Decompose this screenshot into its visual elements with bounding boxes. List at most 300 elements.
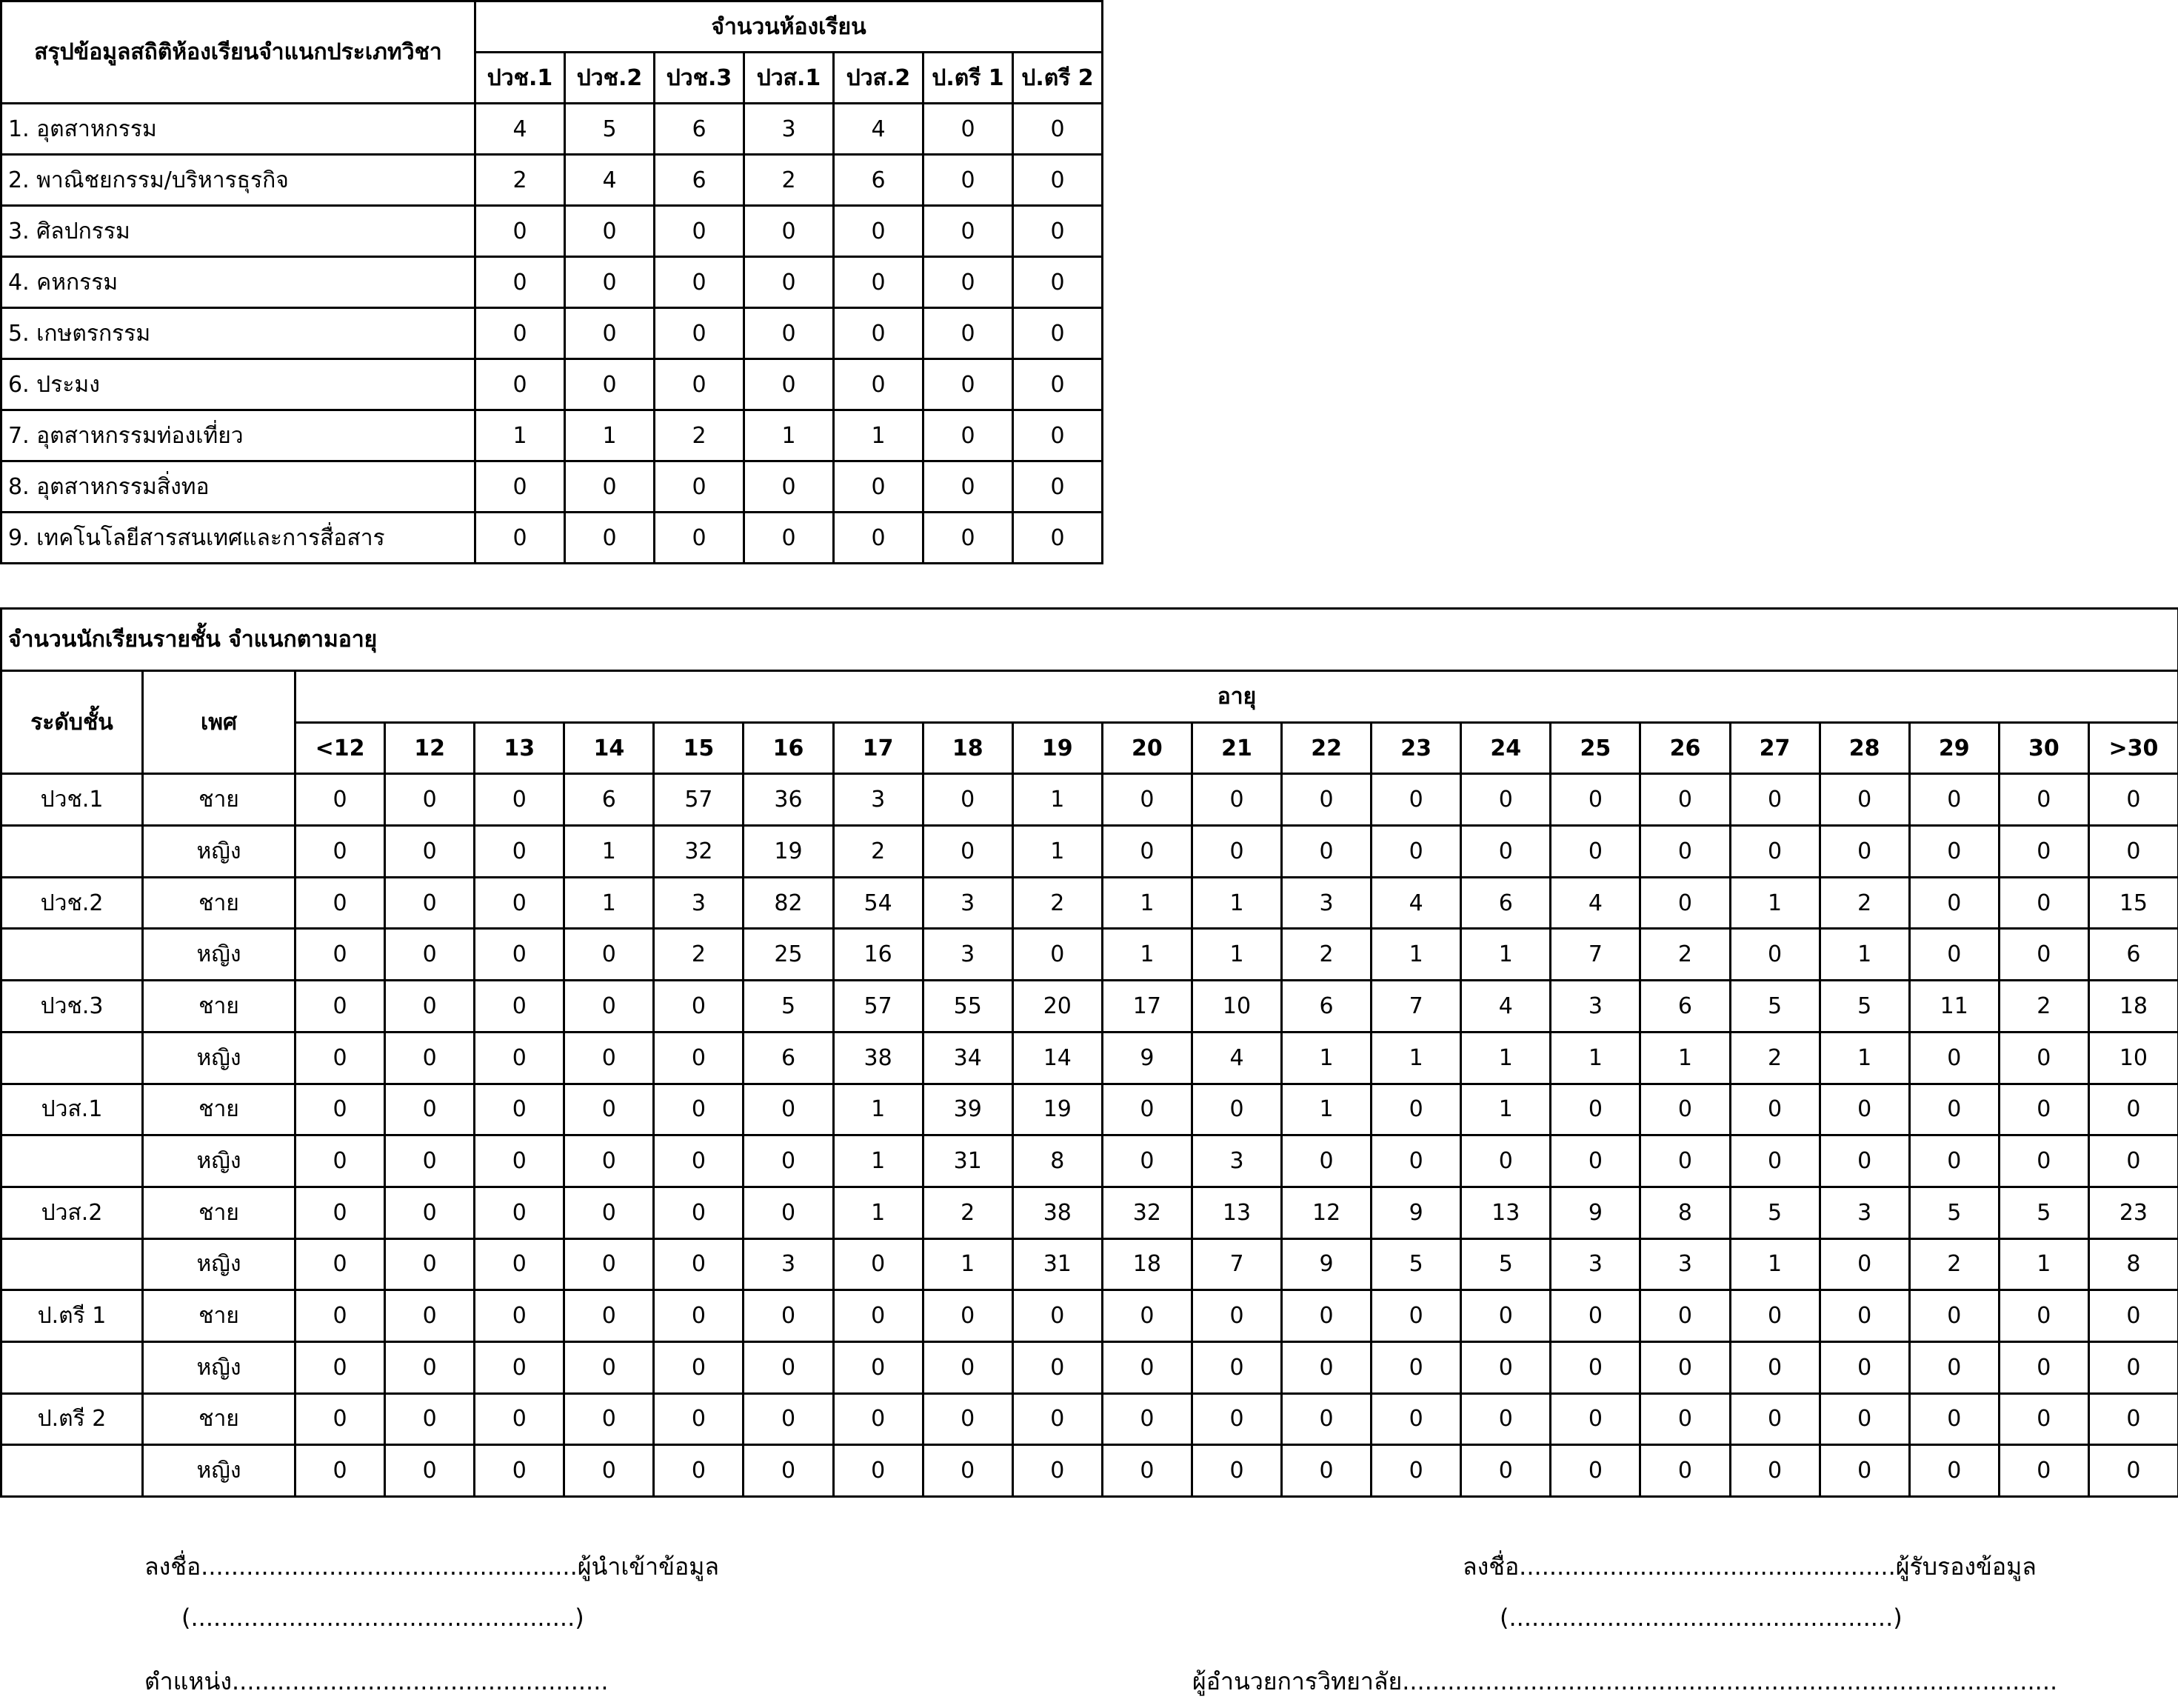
classroom-count-cell: 2 xyxy=(744,155,834,206)
student-count-cell: 5 xyxy=(1820,981,1909,1033)
student-count-cell: 9 xyxy=(1551,1187,1640,1238)
age-header: 16 xyxy=(744,722,833,774)
student-count-cell: 0 xyxy=(2088,1084,2178,1135)
table-row xyxy=(1,1032,2178,1084)
student-count-cell: 0 xyxy=(475,826,564,878)
student-count-cell: 0 xyxy=(1192,1393,1281,1445)
right-signature-line: ลงชื่อ..................................................ผู้รับรองข้อมูล xyxy=(1463,1552,2037,1581)
category-label: 6. ประมง xyxy=(1,359,475,410)
student-count-cell: 0 xyxy=(564,929,654,981)
student-count-cell: 5 xyxy=(1999,1187,2088,1238)
student-count-cell: 0 xyxy=(295,929,385,981)
age-header: 30 xyxy=(1999,722,2088,774)
level-column-header: ระดับชั้น xyxy=(1,671,143,774)
student-count-cell: 0 xyxy=(923,1341,1012,1393)
gender-cell: ชาย xyxy=(143,1393,295,1445)
classroom-count-header: จำนวนห้องเรียน xyxy=(475,1,1103,53)
student-count-cell: 7 xyxy=(1192,1238,1281,1290)
student-count-cell: 17 xyxy=(1102,981,1192,1033)
age-header: 14 xyxy=(564,722,654,774)
student-count-cell: 6 xyxy=(1640,981,1730,1033)
student-count-cell: 0 xyxy=(564,1135,654,1187)
classroom-count-cell: 0 xyxy=(1013,359,1103,410)
student-count-cell: 0 xyxy=(1461,1290,1551,1342)
student-count-cell: 0 xyxy=(295,1445,385,1497)
student-count-cell: 0 xyxy=(1730,1135,1820,1187)
student-count-cell: 0 xyxy=(654,1445,744,1497)
gender-cell: ชาย xyxy=(143,877,295,929)
classroom-count-cell: 6 xyxy=(834,155,923,206)
student-count-cell: 0 xyxy=(654,1238,744,1290)
student-count-cell: 8 xyxy=(2088,1238,2178,1290)
level-cell: ป.ตรี 2 xyxy=(1,1393,143,1445)
student-count-cell: 0 xyxy=(385,1084,475,1135)
student-count-cell: 38 xyxy=(1012,1187,1102,1238)
classroom-count-cell: 0 xyxy=(744,359,834,410)
age-table-body xyxy=(1,774,2178,1497)
student-count-cell: 36 xyxy=(744,774,833,826)
classroom-count-cell: 0 xyxy=(744,308,834,359)
student-count-cell: 0 xyxy=(295,1341,385,1393)
classroom-count-cell: 0 xyxy=(1013,155,1103,206)
level-cell: ปวส.2 xyxy=(1,1187,143,1238)
student-count-cell: 0 xyxy=(1102,1135,1192,1187)
gender-cell: หญิง xyxy=(143,1032,295,1084)
classroom-count-cell: 0 xyxy=(923,257,1013,308)
student-count-cell: 0 xyxy=(1461,774,1551,826)
classroom-count-cell: 0 xyxy=(655,206,744,257)
student-count-cell: 2 xyxy=(1730,1032,1820,1084)
student-count-cell: 6 xyxy=(2088,929,2178,981)
student-count-cell: 0 xyxy=(1999,929,2088,981)
student-count-cell: 18 xyxy=(2088,981,2178,1033)
student-count-cell: 0 xyxy=(1551,1135,1640,1187)
right-name-line: (...................................................) xyxy=(1500,1604,1903,1632)
table-row xyxy=(1,929,2178,981)
student-count-cell: 0 xyxy=(1909,1393,1999,1445)
student-count-cell: 0 xyxy=(295,826,385,878)
student-count-cell: 0 xyxy=(1640,877,1730,929)
student-count-cell: 0 xyxy=(1820,1238,1909,1290)
table-row xyxy=(1,104,1103,155)
student-count-cell: 1 xyxy=(833,1135,923,1187)
gender-cell: หญิง xyxy=(143,929,295,981)
student-count-cell: 0 xyxy=(1820,1341,1909,1393)
student-count-cell: 5 xyxy=(1909,1187,1999,1238)
student-count-cell: 2 xyxy=(1999,981,2088,1033)
student-count-cell: 0 xyxy=(475,1032,564,1084)
level-cell xyxy=(1,1135,143,1187)
student-count-cell: 0 xyxy=(744,1341,833,1393)
student-count-cell: 0 xyxy=(385,1393,475,1445)
student-count-cell: 0 xyxy=(654,1341,744,1393)
student-count-cell: 13 xyxy=(1192,1187,1281,1238)
student-count-cell: 3 xyxy=(1192,1135,1281,1187)
student-count-cell: 4 xyxy=(1372,877,1461,929)
student-count-cell: 0 xyxy=(744,1084,833,1135)
classroom-count-cell: 0 xyxy=(565,206,655,257)
student-count-cell: 0 xyxy=(1909,1032,1999,1084)
classroom-count-cell: 0 xyxy=(1013,206,1103,257)
classroom-count-cell: 0 xyxy=(1013,257,1103,308)
table-row xyxy=(1,981,2178,1033)
student-count-cell: 31 xyxy=(1012,1238,1102,1290)
student-count-cell: 0 xyxy=(744,1290,833,1342)
classroom-count-cell: 2 xyxy=(655,410,744,461)
student-count-cell: 0 xyxy=(295,1290,385,1342)
student-count-cell: 0 xyxy=(1820,1290,1909,1342)
student-count-cell: 0 xyxy=(1102,1084,1192,1135)
student-count-cell: 4 xyxy=(1192,1032,1281,1084)
student-count-cell: 0 xyxy=(1999,1290,2088,1342)
level-header: ปวส.1 xyxy=(744,53,834,104)
student-count-cell: 0 xyxy=(1461,1135,1551,1187)
student-count-cell: 13 xyxy=(1461,1187,1551,1238)
student-count-cell: 0 xyxy=(475,1187,564,1238)
student-count-cell: 0 xyxy=(1999,1084,2088,1135)
student-count-cell: 0 xyxy=(1909,929,1999,981)
classroom-count-cell: 0 xyxy=(565,359,655,410)
classroom-count-cell: 0 xyxy=(744,206,834,257)
age-header: 23 xyxy=(1372,722,1461,774)
student-count-cell: 0 xyxy=(923,1290,1012,1342)
student-count-cell: 0 xyxy=(295,1238,385,1290)
student-count-cell: 0 xyxy=(564,1084,654,1135)
student-count-cell: 82 xyxy=(744,877,833,929)
classroom-count-cell: 0 xyxy=(744,513,834,564)
student-count-cell: 0 xyxy=(1909,1290,1999,1342)
student-count-cell: 1 xyxy=(1461,929,1551,981)
classroom-count-cell: 0 xyxy=(565,461,655,513)
student-count-cell: 15 xyxy=(2088,877,2178,929)
classroom-count-cell: 0 xyxy=(475,308,565,359)
student-count-cell: 0 xyxy=(654,1032,744,1084)
student-count-cell: 0 xyxy=(1999,1032,2088,1084)
student-count-cell: 0 xyxy=(1282,1341,1372,1393)
left-signature-line: ลงชื่อ..................................................ผู้นำเข้าข้อมูล xyxy=(144,1552,719,1581)
classroom-count-cell: 0 xyxy=(475,206,565,257)
student-count-cell: 0 xyxy=(385,1445,475,1497)
student-count-cell: 0 xyxy=(2088,826,2178,878)
student-count-cell: 0 xyxy=(1102,1341,1192,1393)
classroom-count-cell: 0 xyxy=(655,359,744,410)
student-count-cell: 1 xyxy=(923,1238,1012,1290)
student-count-cell: 7 xyxy=(1551,929,1640,981)
student-count-cell: 1 xyxy=(1102,929,1192,981)
student-count-cell: 0 xyxy=(1640,774,1730,826)
student-count-cell: 0 xyxy=(1909,774,1999,826)
student-count-cell: 0 xyxy=(1551,1393,1640,1445)
student-count-cell: 0 xyxy=(475,1341,564,1393)
student-count-cell: 23 xyxy=(2088,1187,2178,1238)
level-header: ปวช.1 xyxy=(475,53,565,104)
classroom-count-cell: 0 xyxy=(744,257,834,308)
student-count-cell: 0 xyxy=(1820,1393,1909,1445)
student-count-cell: 57 xyxy=(654,774,744,826)
classroom-count-cell: 0 xyxy=(834,257,923,308)
student-count-cell: 0 xyxy=(1551,1290,1640,1342)
student-count-cell: 0 xyxy=(475,774,564,826)
level-cell: ป.ตรี 1 xyxy=(1,1290,143,1342)
student-count-cell: 34 xyxy=(923,1032,1012,1084)
classroom-count-cell: 0 xyxy=(923,308,1013,359)
right-position-line: ผู้อำนวยการวิทยาลัย....................................................................................... xyxy=(1192,1667,2058,1695)
student-count-cell: 0 xyxy=(295,1393,385,1445)
classroom-count-cell: 0 xyxy=(565,513,655,564)
student-count-cell: 0 xyxy=(1999,826,2088,878)
student-count-cell: 0 xyxy=(564,1290,654,1342)
student-count-cell: 0 xyxy=(2088,1290,2178,1342)
student-count-cell: 0 xyxy=(1909,826,1999,878)
student-count-cell: 5 xyxy=(1372,1238,1461,1290)
student-count-cell: 0 xyxy=(1372,1393,1461,1445)
gender-cell: หญิง xyxy=(143,826,295,878)
student-count-cell: 1 xyxy=(833,1084,923,1135)
student-count-cell: 0 xyxy=(1012,1290,1102,1342)
student-count-cell: 0 xyxy=(564,1393,654,1445)
classroom-count-cell: 0 xyxy=(1013,513,1103,564)
classroom-count-cell: 0 xyxy=(655,461,744,513)
student-count-cell: 0 xyxy=(1012,1341,1102,1393)
student-count-cell: 0 xyxy=(564,1445,654,1497)
gender-cell: หญิง xyxy=(143,1238,295,1290)
student-count-cell: 0 xyxy=(1909,877,1999,929)
classroom-count-cell: 0 xyxy=(923,104,1013,155)
student-count-cell: 1 xyxy=(1461,1084,1551,1135)
level-header: ปวช.2 xyxy=(565,53,655,104)
table-row xyxy=(1,461,1103,513)
student-count-cell: 31 xyxy=(923,1135,1012,1187)
level-cell xyxy=(1,826,143,878)
student-count-cell: 6 xyxy=(564,774,654,826)
student-count-cell: 0 xyxy=(1999,1393,2088,1445)
student-count-cell: 0 xyxy=(295,1032,385,1084)
student-count-cell: 0 xyxy=(1192,826,1281,878)
classroom-count-cell: 0 xyxy=(923,155,1013,206)
student-count-cell: 0 xyxy=(1640,1393,1730,1445)
student-count-cell: 3 xyxy=(1282,877,1372,929)
student-count-cell: 0 xyxy=(1012,1393,1102,1445)
student-count-cell: 0 xyxy=(2088,1393,2178,1445)
student-count-cell: 0 xyxy=(1730,929,1820,981)
age-header: 17 xyxy=(833,722,923,774)
classroom-count-cell: 1 xyxy=(565,410,655,461)
classroom-count-cell: 1 xyxy=(744,410,834,461)
student-count-cell: 0 xyxy=(1999,1341,2088,1393)
classroom-count-cell: 1 xyxy=(475,410,565,461)
student-count-cell: 0 xyxy=(833,1238,923,1290)
table-row xyxy=(1,1393,2178,1445)
age-header: 25 xyxy=(1551,722,1640,774)
student-count-cell: 16 xyxy=(833,929,923,981)
student-count-cell: 0 xyxy=(564,1238,654,1290)
student-count-cell: 0 xyxy=(385,1135,475,1187)
category-label: 9. เทคโนโลยีสารสนเทศและการสื่อสาร xyxy=(1,513,475,564)
student-count-cell: 0 xyxy=(654,1135,744,1187)
category-label: 3. ศิลปกรรม xyxy=(1,206,475,257)
student-count-cell: 6 xyxy=(1282,981,1372,1033)
student-count-cell: 1 xyxy=(1461,1032,1551,1084)
student-count-cell: 0 xyxy=(923,826,1012,878)
table-row xyxy=(1,308,1103,359)
student-count-cell: 0 xyxy=(1730,774,1820,826)
student-count-cell: 38 xyxy=(833,1032,923,1084)
student-count-cell: 8 xyxy=(1640,1187,1730,1238)
gender-cell: หญิง xyxy=(143,1445,295,1497)
student-count-cell: 0 xyxy=(1282,1135,1372,1187)
student-count-cell: 0 xyxy=(385,826,475,878)
student-count-cell: 39 xyxy=(923,1084,1012,1135)
student-count-cell: 0 xyxy=(1909,1445,1999,1497)
gender-cell: หญิง xyxy=(143,1341,295,1393)
level-cell: ปวช.3 xyxy=(1,981,143,1033)
student-count-cell: 0 xyxy=(564,1032,654,1084)
student-count-cell: 1 xyxy=(1999,1238,2088,1290)
student-count-cell: 0 xyxy=(1102,1393,1192,1445)
student-count-cell: 1 xyxy=(1551,1032,1640,1084)
age-header: 21 xyxy=(1192,722,1281,774)
student-count-cell: 1 xyxy=(1820,1032,1909,1084)
student-count-cell: 0 xyxy=(385,1238,475,1290)
student-count-cell: 0 xyxy=(475,1238,564,1290)
level-cell: ปวส.1 xyxy=(1,1084,143,1135)
student-count-cell: 57 xyxy=(833,981,923,1033)
student-count-cell: 2 xyxy=(1640,929,1730,981)
classroom-count-cell: 0 xyxy=(565,257,655,308)
student-count-cell: 0 xyxy=(1192,774,1281,826)
student-count-cell: 1 xyxy=(564,877,654,929)
student-count-cell: 6 xyxy=(1461,877,1551,929)
student-count-cell: 3 xyxy=(1640,1238,1730,1290)
student-count-cell: 25 xyxy=(744,929,833,981)
student-count-cell: 2 xyxy=(1820,877,1909,929)
student-count-cell: 3 xyxy=(654,877,744,929)
student-count-cell: 0 xyxy=(295,1135,385,1187)
student-count-cell: 1 xyxy=(1282,1032,1372,1084)
student-count-cell: 2 xyxy=(654,929,744,981)
table-row xyxy=(1,257,1103,308)
student-count-cell: 0 xyxy=(923,1445,1012,1497)
left-name-line: (...................................................) xyxy=(181,1604,584,1632)
student-count-cell: 1 xyxy=(1820,929,1909,981)
gender-cell: หญิง xyxy=(143,1135,295,1187)
student-count-cell: 0 xyxy=(744,1135,833,1187)
student-count-cell: 0 xyxy=(385,877,475,929)
age-header: 19 xyxy=(1012,722,1102,774)
age-header: 24 xyxy=(1461,722,1551,774)
student-count-cell: 0 xyxy=(1730,1445,1820,1497)
student-count-cell: 5 xyxy=(1730,1187,1820,1238)
age-header: 27 xyxy=(1730,722,1820,774)
age-table-title: จำนวนนักเรียนรายชั้น จำแนกตามอายุ xyxy=(1,609,2178,671)
age-distribution-table xyxy=(0,607,2178,1498)
student-count-cell: 0 xyxy=(1282,774,1372,826)
student-count-cell: 9 xyxy=(1372,1187,1461,1238)
student-count-cell: 5 xyxy=(1461,1238,1551,1290)
age-header: 22 xyxy=(1282,722,1372,774)
student-count-cell: 2 xyxy=(923,1187,1012,1238)
student-count-cell: 0 xyxy=(923,774,1012,826)
student-count-cell: 0 xyxy=(295,774,385,826)
student-count-cell: 0 xyxy=(1372,1135,1461,1187)
student-count-cell: 0 xyxy=(1372,1445,1461,1497)
student-count-cell: 0 xyxy=(1372,774,1461,826)
student-count-cell: 3 xyxy=(923,929,1012,981)
student-count-cell: 0 xyxy=(1372,1290,1461,1342)
student-count-cell: 0 xyxy=(385,1290,475,1342)
student-count-cell: 0 xyxy=(1730,826,1820,878)
student-count-cell: 0 xyxy=(475,981,564,1033)
table-row xyxy=(1,1445,2178,1497)
table-row xyxy=(1,1341,2178,1393)
student-count-cell: 9 xyxy=(1282,1238,1372,1290)
student-count-cell: 0 xyxy=(564,981,654,1033)
student-count-cell: 19 xyxy=(744,826,833,878)
age-header: 13 xyxy=(475,722,564,774)
level-cell xyxy=(1,1238,143,1290)
student-count-cell: 0 xyxy=(1012,929,1102,981)
table-row xyxy=(1,1238,2178,1290)
gender-column-header: เพศ xyxy=(143,671,295,774)
classroom-count-cell: 0 xyxy=(834,308,923,359)
level-cell xyxy=(1,1032,143,1084)
student-count-cell: 55 xyxy=(923,981,1012,1033)
table-row xyxy=(1,359,1103,410)
student-count-cell: 0 xyxy=(1999,1445,2088,1497)
student-count-cell: 0 xyxy=(1102,774,1192,826)
age-header: 18 xyxy=(923,722,1012,774)
student-count-cell: 0 xyxy=(1012,1445,1102,1497)
age-header: <12 xyxy=(295,722,385,774)
student-count-cell: 0 xyxy=(1551,1084,1640,1135)
classroom-count-cell: 0 xyxy=(475,513,565,564)
student-count-cell: 0 xyxy=(1640,1445,1730,1497)
category-label: 4. คหกรรม xyxy=(1,257,475,308)
student-count-cell: 0 xyxy=(1551,826,1640,878)
student-count-cell: 0 xyxy=(475,1135,564,1187)
student-count-cell: 0 xyxy=(385,929,475,981)
student-count-cell: 0 xyxy=(1192,1445,1281,1497)
category-label: 1. อุตสาหกรรม xyxy=(1,104,475,155)
student-count-cell: 32 xyxy=(654,826,744,878)
student-count-cell: 0 xyxy=(1461,826,1551,878)
table-row xyxy=(1,1187,2178,1238)
student-count-cell: 0 xyxy=(1282,1393,1372,1445)
student-count-cell: 0 xyxy=(1640,1135,1730,1187)
student-count-cell: 0 xyxy=(1372,826,1461,878)
student-count-cell: 0 xyxy=(385,774,475,826)
level-cell xyxy=(1,1445,143,1497)
student-count-cell: 6 xyxy=(744,1032,833,1084)
classroom-count-cell: 0 xyxy=(1013,461,1103,513)
student-count-cell: 0 xyxy=(1730,1084,1820,1135)
student-count-cell: 0 xyxy=(295,1187,385,1238)
classroom-count-cell: 6 xyxy=(655,155,744,206)
classroom-count-cell: 0 xyxy=(1013,104,1103,155)
student-count-cell: 9 xyxy=(1102,1032,1192,1084)
student-count-cell: 0 xyxy=(475,877,564,929)
student-count-cell: 1 xyxy=(1730,877,1820,929)
student-count-cell: 0 xyxy=(2088,1341,2178,1393)
student-count-cell: 0 xyxy=(475,1445,564,1497)
student-count-cell: 0 xyxy=(1372,1084,1461,1135)
student-count-cell: 0 xyxy=(385,1187,475,1238)
student-count-cell: 2 xyxy=(1012,877,1102,929)
student-count-cell: 4 xyxy=(1551,877,1640,929)
student-count-cell: 8 xyxy=(1012,1135,1102,1187)
student-count-cell: 0 xyxy=(654,1084,744,1135)
student-count-cell: 0 xyxy=(295,877,385,929)
